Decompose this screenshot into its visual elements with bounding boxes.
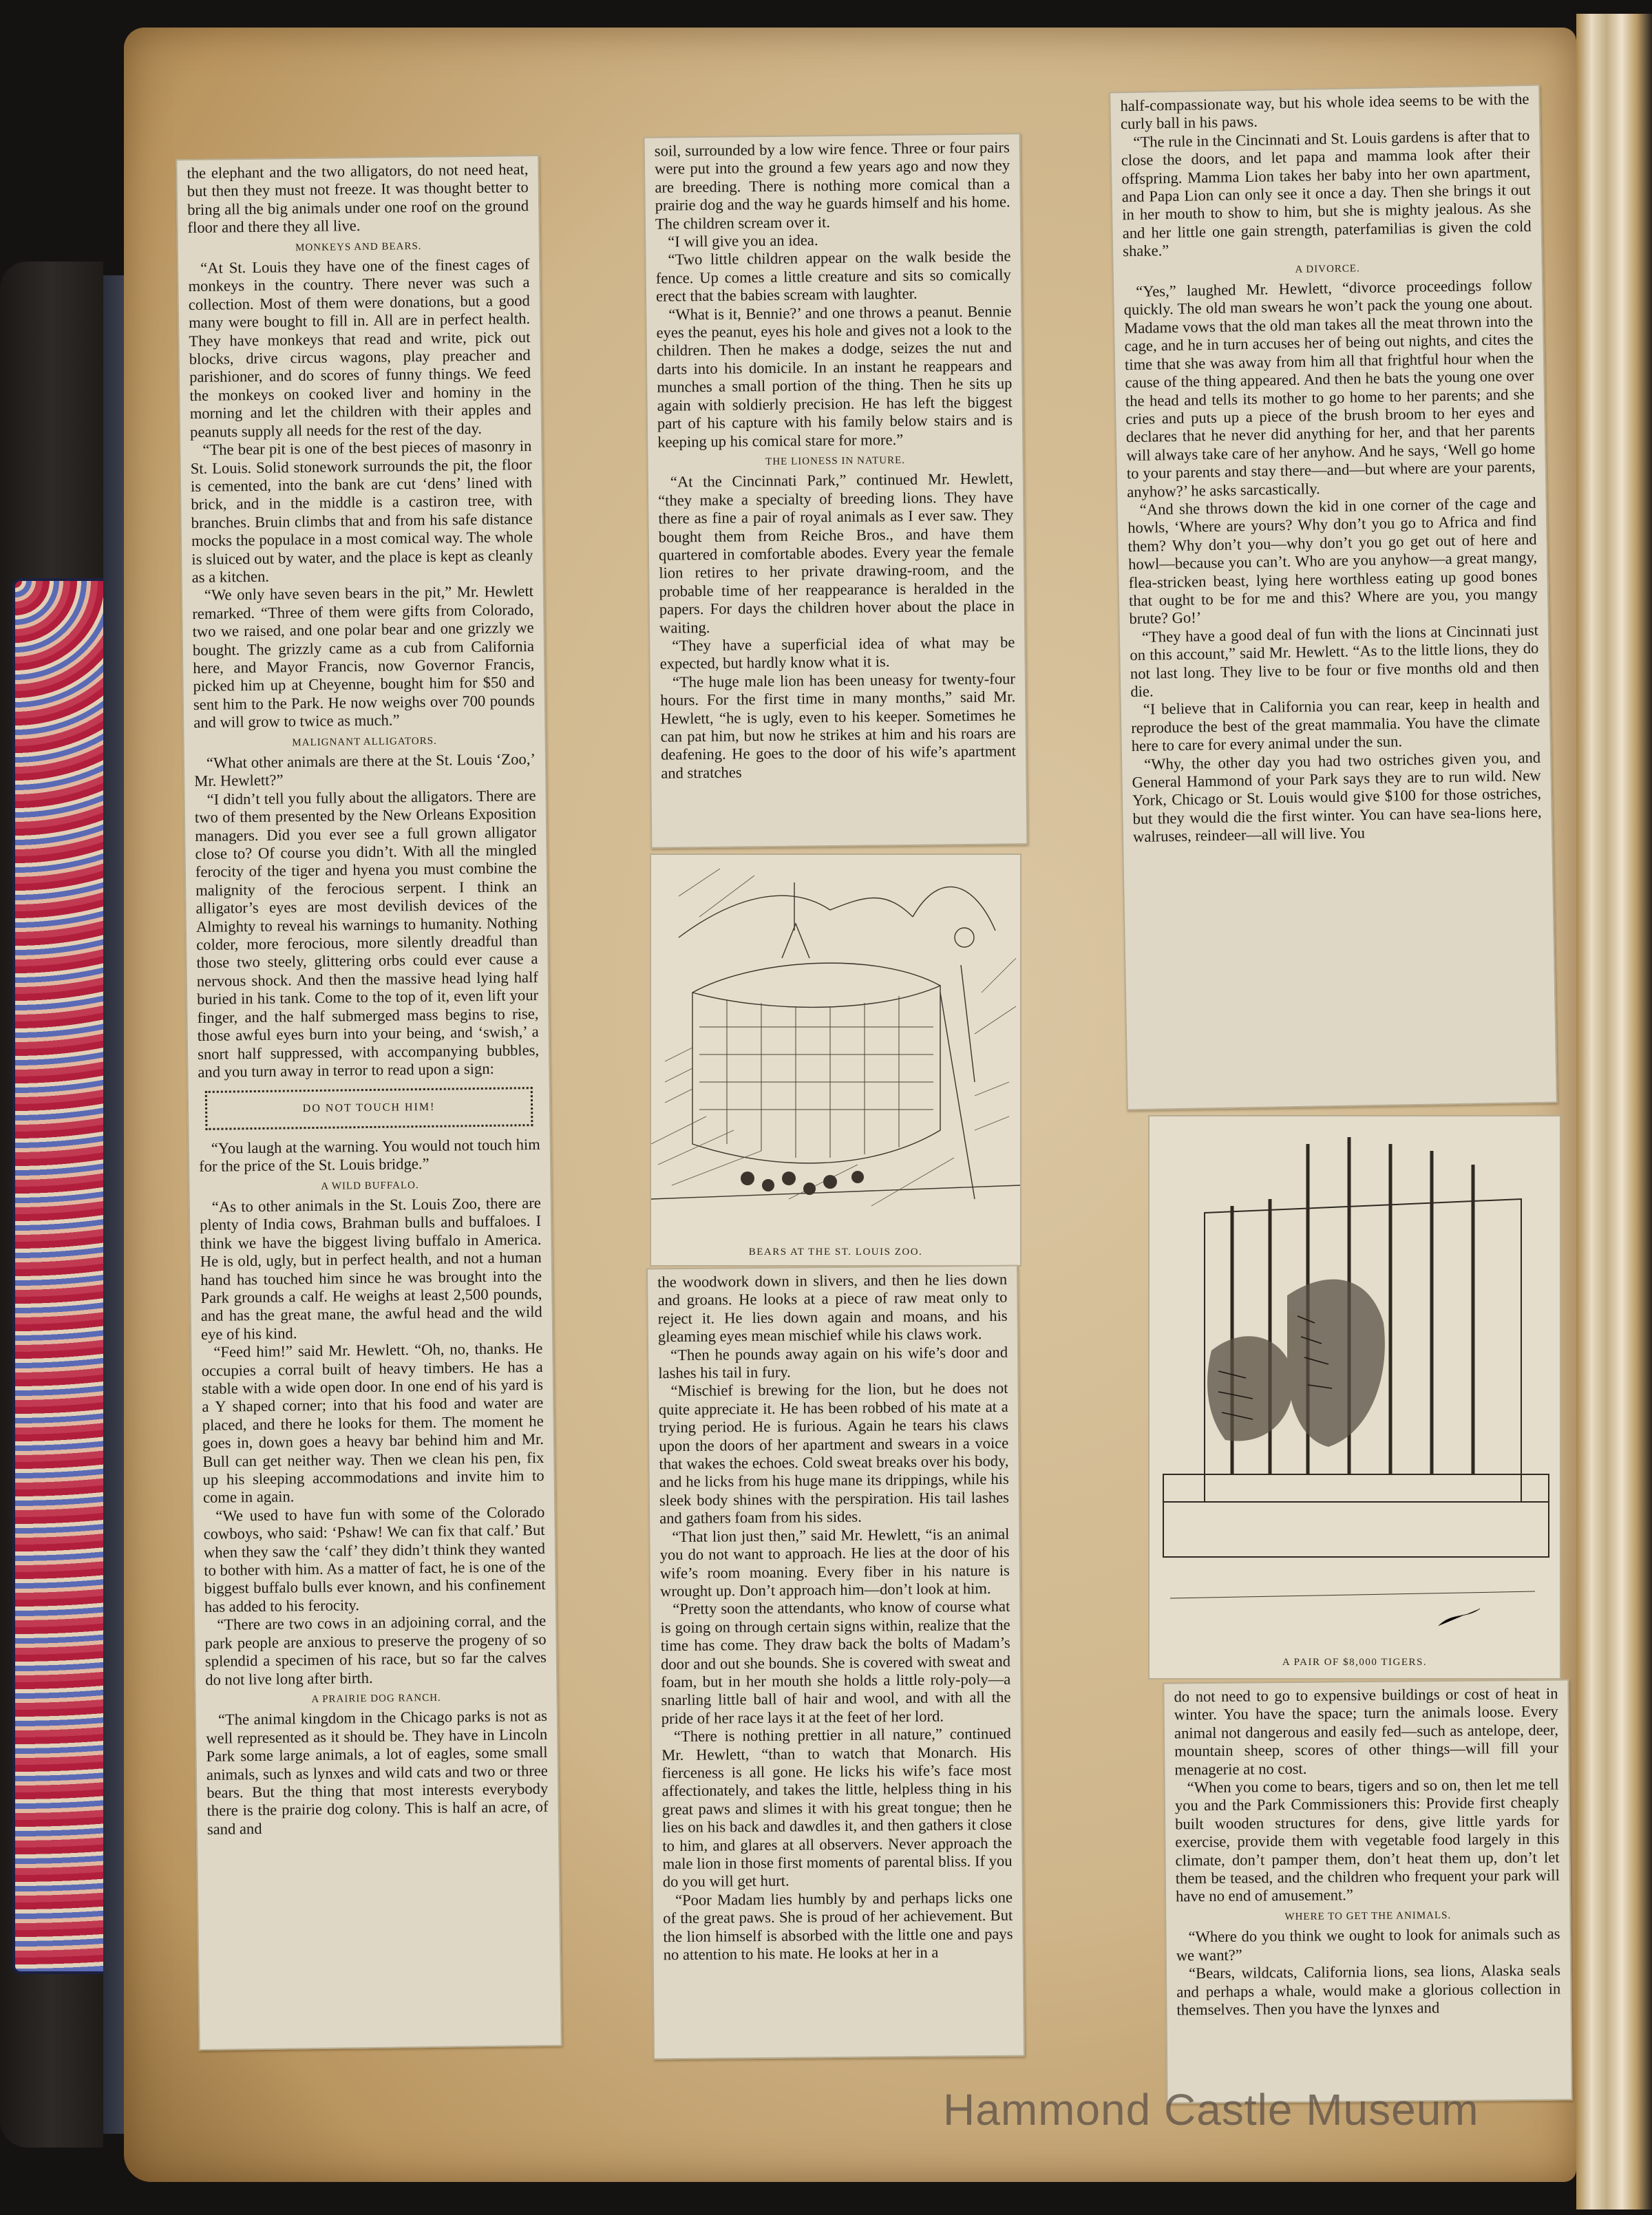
section-heading: A PRAIRIE DOG RANCH.: [311, 1692, 441, 1705]
section-heading: MONKEYS AND BEARS.: [295, 240, 422, 253]
paragraph: “When you come to bears, tigers and so on, then let me tell you and the Park Commissioners this: Provide first cheaply built wooden structures for dens, give little yards for exercise, provide them with vegetable food largely in this climate, don’t pamper them, don’t heat them up, don’t let them be teased, and the children who frequent your park will have no end of amusement.”: [1174, 1775, 1560, 1905]
paragraph: “Poor Madam lies humbly by and perhaps licks one of the great paws. She is proud of her achievement. But the lion himself is absorbed with the little one and pays no attention to his mate. He looks at her in a: [663, 1888, 1013, 1964]
paragraph: “The animal kingdom in the Chicago parks is not as well represented as it should be. They have in Lincoln Park some large animals, a lot of eagles, some small animals, such as lynxes and wild cats and two or three bears. But the thing that most interests everybody there is the prairie dog colony. This is half an acre, of sand and: [206, 1707, 549, 1838]
paragraph: “Two little children appear on the walk beside the fence. Up comes a little creature and sits so comically erect that the babies scream with laughter.: [655, 247, 1011, 305]
section-heading: A WILD BUFFALO.: [321, 1179, 419, 1192]
paragraph: “I didn’t tell you fully about the alligators. There are two of them presented by the New Orleans Exposition managers. Did you ever see a full grown alligator close to? Of course you didn’t. With all the mingled ferocity of the tiger and hyena you must combine the malignity of the ferocious serpent. I think an alligator’s eyes are most devilish devices of the Almighty to reveal his warnings to humanity. Nothing colder, more ferocious, more silently dreadful than those two steely, glittering orbs could ever cause a nervous shock. And then the massive head lying half buried in his tank. Come to the top of it, even lift your finger, and the half submerged mass begins to rise, those awful eyes burn into your being, and ‘swish,’ a snort half suppressed, with accompanying bubbles, and you turn away in terror to read upon a sign:: [194, 786, 540, 1081]
paragraph: “Where do you think we ought to look for animals such as we want?”: [1176, 1925, 1560, 1964]
paragraph: “Feed him!” said Mr. Hewlett. “Oh, no, thanks. He occupies a corral built of heavy timbers. He has a stable with a wide open door. In one end of his yard is a Y shaped corner; into that his food and water are placed, and there he looks for them. The moment he goes in, down goes a heavy bar behind him and Mr. Bull can get neither way. Then we clean his pen, fix up his sleeping accommodations and invite him to come in again.: [201, 1339, 544, 1507]
paragraph: “At St. Louis they have one of the finest cages of monkeys in the country. There never was such a collection. Most of them were donations, but a good many were bought to fill in. All are in perfect health. They have monkeys that read and write, pick out blocks, drive circus wagons, play preacher and parishioner, and do scores of funny things. We feed the monkeys on cooked liver and hominy in the morning and let the children with their apples and peanuts supply all needs for the rest of the day.: [188, 255, 531, 441]
paragraph: “Bears, wildcats, California lions, sea lions, Alaska seals and perhaps a whale, would make a glorious collection in themselves. Then you have the lynxes and: [1176, 1961, 1561, 2019]
paragraph: “I believe that in California you can rear, keep in health and reproduce the best of the great mammalia. You have the climate here to care for every animal under the sun.: [1131, 694, 1540, 755]
column-2-bottom-text: [648, 1267, 1023, 1964]
paragraph: “That lion just then,” said Mr. Hewlett, “is an animal you do not want to approach. He lies at the door of his wife’s room moaning. Every fiber in his nature is wrought up. Don’t approach him—don’t look at him.: [659, 1525, 1010, 1600]
paragraph: “And she throws down the kid in one corner of the cage and howls, ‘Where are yours? Why don’t you go to Africa and find them? Why don’t you—why don’t you go get out of here and howl—because you can’t. Who are you anyhow—a great mangy, flea-stricken beast, lying here worthless eating up good bones that ought to be for me and this? Where are you, you mangy brute? Go!’: [1127, 494, 1538, 628]
paragraph: “The huge male lion has been uneasy for twenty-four hours. For the first time in many months,” said Mr. Hewlett, “he is ugly, even to his keeper. Sometimes he can pat him, but now he strikes at him and his roars are deafening. He goes to the door of his wife’s apartment and stratches: [660, 670, 1017, 782]
clipping-column-2-top: [644, 133, 1028, 849]
paragraph: “I will give you an idea.: [668, 231, 818, 251]
paragraph: “At the Cincinnati Park,” continued Mr. Hewlett, “they make a specialty of breeding lions. They have there as fine a pair of royal animals as I ever saw. They bought them from Reiche Bros., and have them quartered in comfortable abodes. Every year the female lion retires to her private drawing-room, and the probable time of her reappearance is heralded in the papers. For days the children hover about the place in waiting.: [658, 469, 1015, 637]
page-stack-edge: [1576, 14, 1652, 2209]
tigers-illustration: [1148, 1115, 1561, 1679]
museum-watermark: Hammond Castle Museum: [943, 2085, 1479, 2134]
column-3-bottom-text: [1164, 1680, 1570, 2019]
paragraph: “As to other animals in the St. Louis Zoo, there are plenty of India cows, Brahman bulls and buffaloes. I think we have the biggest living buffalo in America. He is old, ugly, but in perfect health, and not a human hand has touched him since he was brought into the Park grounds a calf. He weighs at least 2,500 pounds, and has the great mane, the awful head and the wild eye of his kind.: [200, 1194, 542, 1343]
section-heading: A DIVORCE.: [1295, 262, 1360, 275]
paragraph: “Yes,” laughed Mr. Hewlett, “divorce proceedings follow quickly. The old man swears he won’t pack the young one about. Madame vows that the old man takes all the meat thrown into the cage, and he in turn accuses her of being out nights, and cites the time that she was away from him all that frightful hour when the cause of the thing appeared. And then he bats the young one over the head and tells its mother to go home to her parents; and she cries and puts up a piece of the brush broom to her eyes and declares that he never did anything for her, and that her parents will always take care of her anyhow. And he says, ‘Well go home to your parents and stay there—and—but where are your parents, anyhow?’ he asks sarcastically.: [1123, 275, 1536, 500]
section-heading: THE LIONESS IN NATURE.: [765, 454, 906, 467]
paragraph: “Why, the other day you had two ostriches given you, and General Hammond of your Park says they are to run wild. New York, Chicago or St. Louis would give $100 for those ostriches, but they would die the first winter. You can have sea-lions here, walruses, reindeer—all will live. You: [1132, 748, 1542, 846]
tiger-cage-engraving: [1150, 1116, 1560, 1640]
paragraph: do not need to go to expensive buildings or cost of heat in winter. You have the space; turn the animals loose. Every animal not dangerous and easily fed—such as antelope, deer, mountain sheep, scores of other things—will fill your menagerie at no cost.: [1174, 1684, 1559, 1779]
section-heading: WHERE TO GET THE ANIMALS.: [1284, 1909, 1452, 1922]
paragraph: the woodwork down in slivers, and then he lies down and groans. He looks at a piece of raw meat only to reject it. He lies down again and moans, and his gleaming eyes mean mischief while his claws work.: [657, 1270, 1008, 1346]
paragraph: “Then he pounds away again on his wife’s door and lashes his tail in fury.: [658, 1343, 1008, 1382]
paragraph: “Pretty soon the attendants, who know of course what is going on through certain signs within, realize that the time has come. They draw back the bolts of Madam’s door and out she bounds. She is covered with sweat and foam, but in her mouth she holds a little roly-poly—a snarling little ball of hair and wool, and with all the pride of her race lays it at the feet of her lord.: [660, 1598, 1011, 1727]
clipping-column-2-bottom: [646, 1265, 1025, 2060]
column-3-top-text: [1110, 86, 1552, 847]
column-2-top-text: [645, 134, 1026, 783]
clipping-column-3-bottom: [1163, 1679, 1572, 2103]
warning-sign: DO NOT TOUCH HIM!: [205, 1087, 533, 1130]
bears-illustration: [650, 854, 1021, 1267]
paragraph: “There are two cows in an adjoining corral, and the park people are anxious to preserve the progeny of so splendid a specimen of his race, but so far the calves do not live long after birth.: [204, 1612, 547, 1688]
paragraph: “The bear pit is one of the best pieces of masonry in St. Louis. Solid stonework surrounds the pit, the floor is cemented, into the bank are cut ‘dens’ lined with brick, and in the middle is a castiron tree, with branches. Bruin climbs that and from his safe distance mocks the populace in a most comical way. The whole is sluiced out by water, and the place is kept as cleanly as a kitchen.: [190, 437, 533, 586]
paragraph: “We only have seven bears in the pit,” Mr. Hewlett remarked. “Three of them were gifts from Colorado, two we raised, and one polar bear and one grizzly we bought. The grizzly came as a cub from California here, and Mayor Francis, now Governor Francis, picked him up at Cheyenne, bought him for $50 and sent him to the Park. He now weighs over 700 pounds and will grow to twice as much.”: [192, 582, 536, 732]
paragraph: “The rule in the Cincinnati and St. Louis gardens is after that to close the doors, and let papa and mamma look after their offspring. Mamma Lion takes her baby into her own apartment, and Papa Lion can only see it once a day. Then she brings it out in her mouth to show to him, but she is mighty jealous. As she and her little one gain strength, paterfamilias is given the cold shake.”: [1121, 126, 1532, 260]
paragraph: “We used to have fun with some of the Colorado cowboys, who said: ‘Pshaw! We can fix that calf.’ But when they saw the ‘calf’ they didn’t think they wanted to bother with him. As a matter of fact, he is one of the biggest buffalo bulls ever known, and his confinement has added to his ferocity.: [203, 1503, 546, 1615]
tigers-caption: A PAIR OF $8,000 TIGERS.: [1282, 1657, 1428, 1668]
paragraph: the elephant and the two alligators, do not need heat, but then they must not freeze. It was thought better to bring all the big animals under one roof on the ground floor and there they all live.: [187, 160, 529, 237]
section-heading: MALIGNANT ALLIGATORS.: [292, 735, 437, 748]
bear-pit-engraving: [651, 855, 1020, 1227]
column-1-text: [177, 156, 558, 1838]
paragraph: “There is nothing prettier in all nature,” continued Mr. Hewlett, “than to watch that Monarch. His fierceness is all gone. He licks his wife’s face most affectionately, and takes the little, helpless thing in his great paws and slimes it with his great tongue; then he lies on his back and dawdles it, and then gathers it close to him, and glares at all observers. Never approach the male lion in those first moments of parental bliss. If you do you will get hurt.: [661, 1724, 1013, 1891]
paragraph: “They have a superficial idea of what may be expected, but hardly know what it is.: [659, 633, 1015, 673]
paragraph: “What is it, Bennie?’ and one throws a peanut. Bennie eyes the peanut, eyes his hole and gives not a look to the children. Then he makes a dodge, seizes the nut and darts into his domicile. In an instant he reappears and munches a small portion of the thing. Then he sits up again with soldierly precision. He has left the biggest part of his capture with his family below stairs and is keeping up his comical stare for more.”: [656, 301, 1013, 451]
paragraph: half-compassionate way, but his whole idea seems to be with the curly ball in his paws.: [1120, 89, 1529, 133]
paragraph: soil, surrounded by a low wire fence. Three or four pairs were put into the ground a few years ago and now they are breeding. There is nothing more comical than a prairie dog and the way he guards himself and his home. The children scream over it.: [654, 138, 1010, 233]
paragraph: “They have a good deal of fun with the lions at Cincinnati just on this account,” said Mr. Hewlett. “As to the little lions, they do not last long. They live to be four or five months old and then die.: [1130, 621, 1540, 701]
clipping-column-1: [176, 155, 562, 2050]
paragraph: “You laugh at the warning. You would not touch him for the price of the St. Louis bridge.”: [198, 1135, 540, 1176]
bears-caption: BEARS AT THE ST. LOUIS ZOO.: [748, 1247, 923, 1258]
paragraph: “Mischief is brewing for the lion, but he does not quite appreciate it. He has been robbed of his mate at a trying period. He is furious. Again he tears his claws upon the doors of her apartment and swears in a voice that wakes the echoes. Cold sweat breaks over his body, and he licks from his huge mane its drippings, while his sleek body shines with the perspiration. His tail lashes and gathers foam from his sides.: [658, 1379, 1010, 1527]
clipping-column-3-top: [1109, 85, 1558, 1111]
paragraph: “What other animals are there at the St. Louis ‘Zoo,’ Mr. Hewlett?”: [194, 750, 536, 790]
